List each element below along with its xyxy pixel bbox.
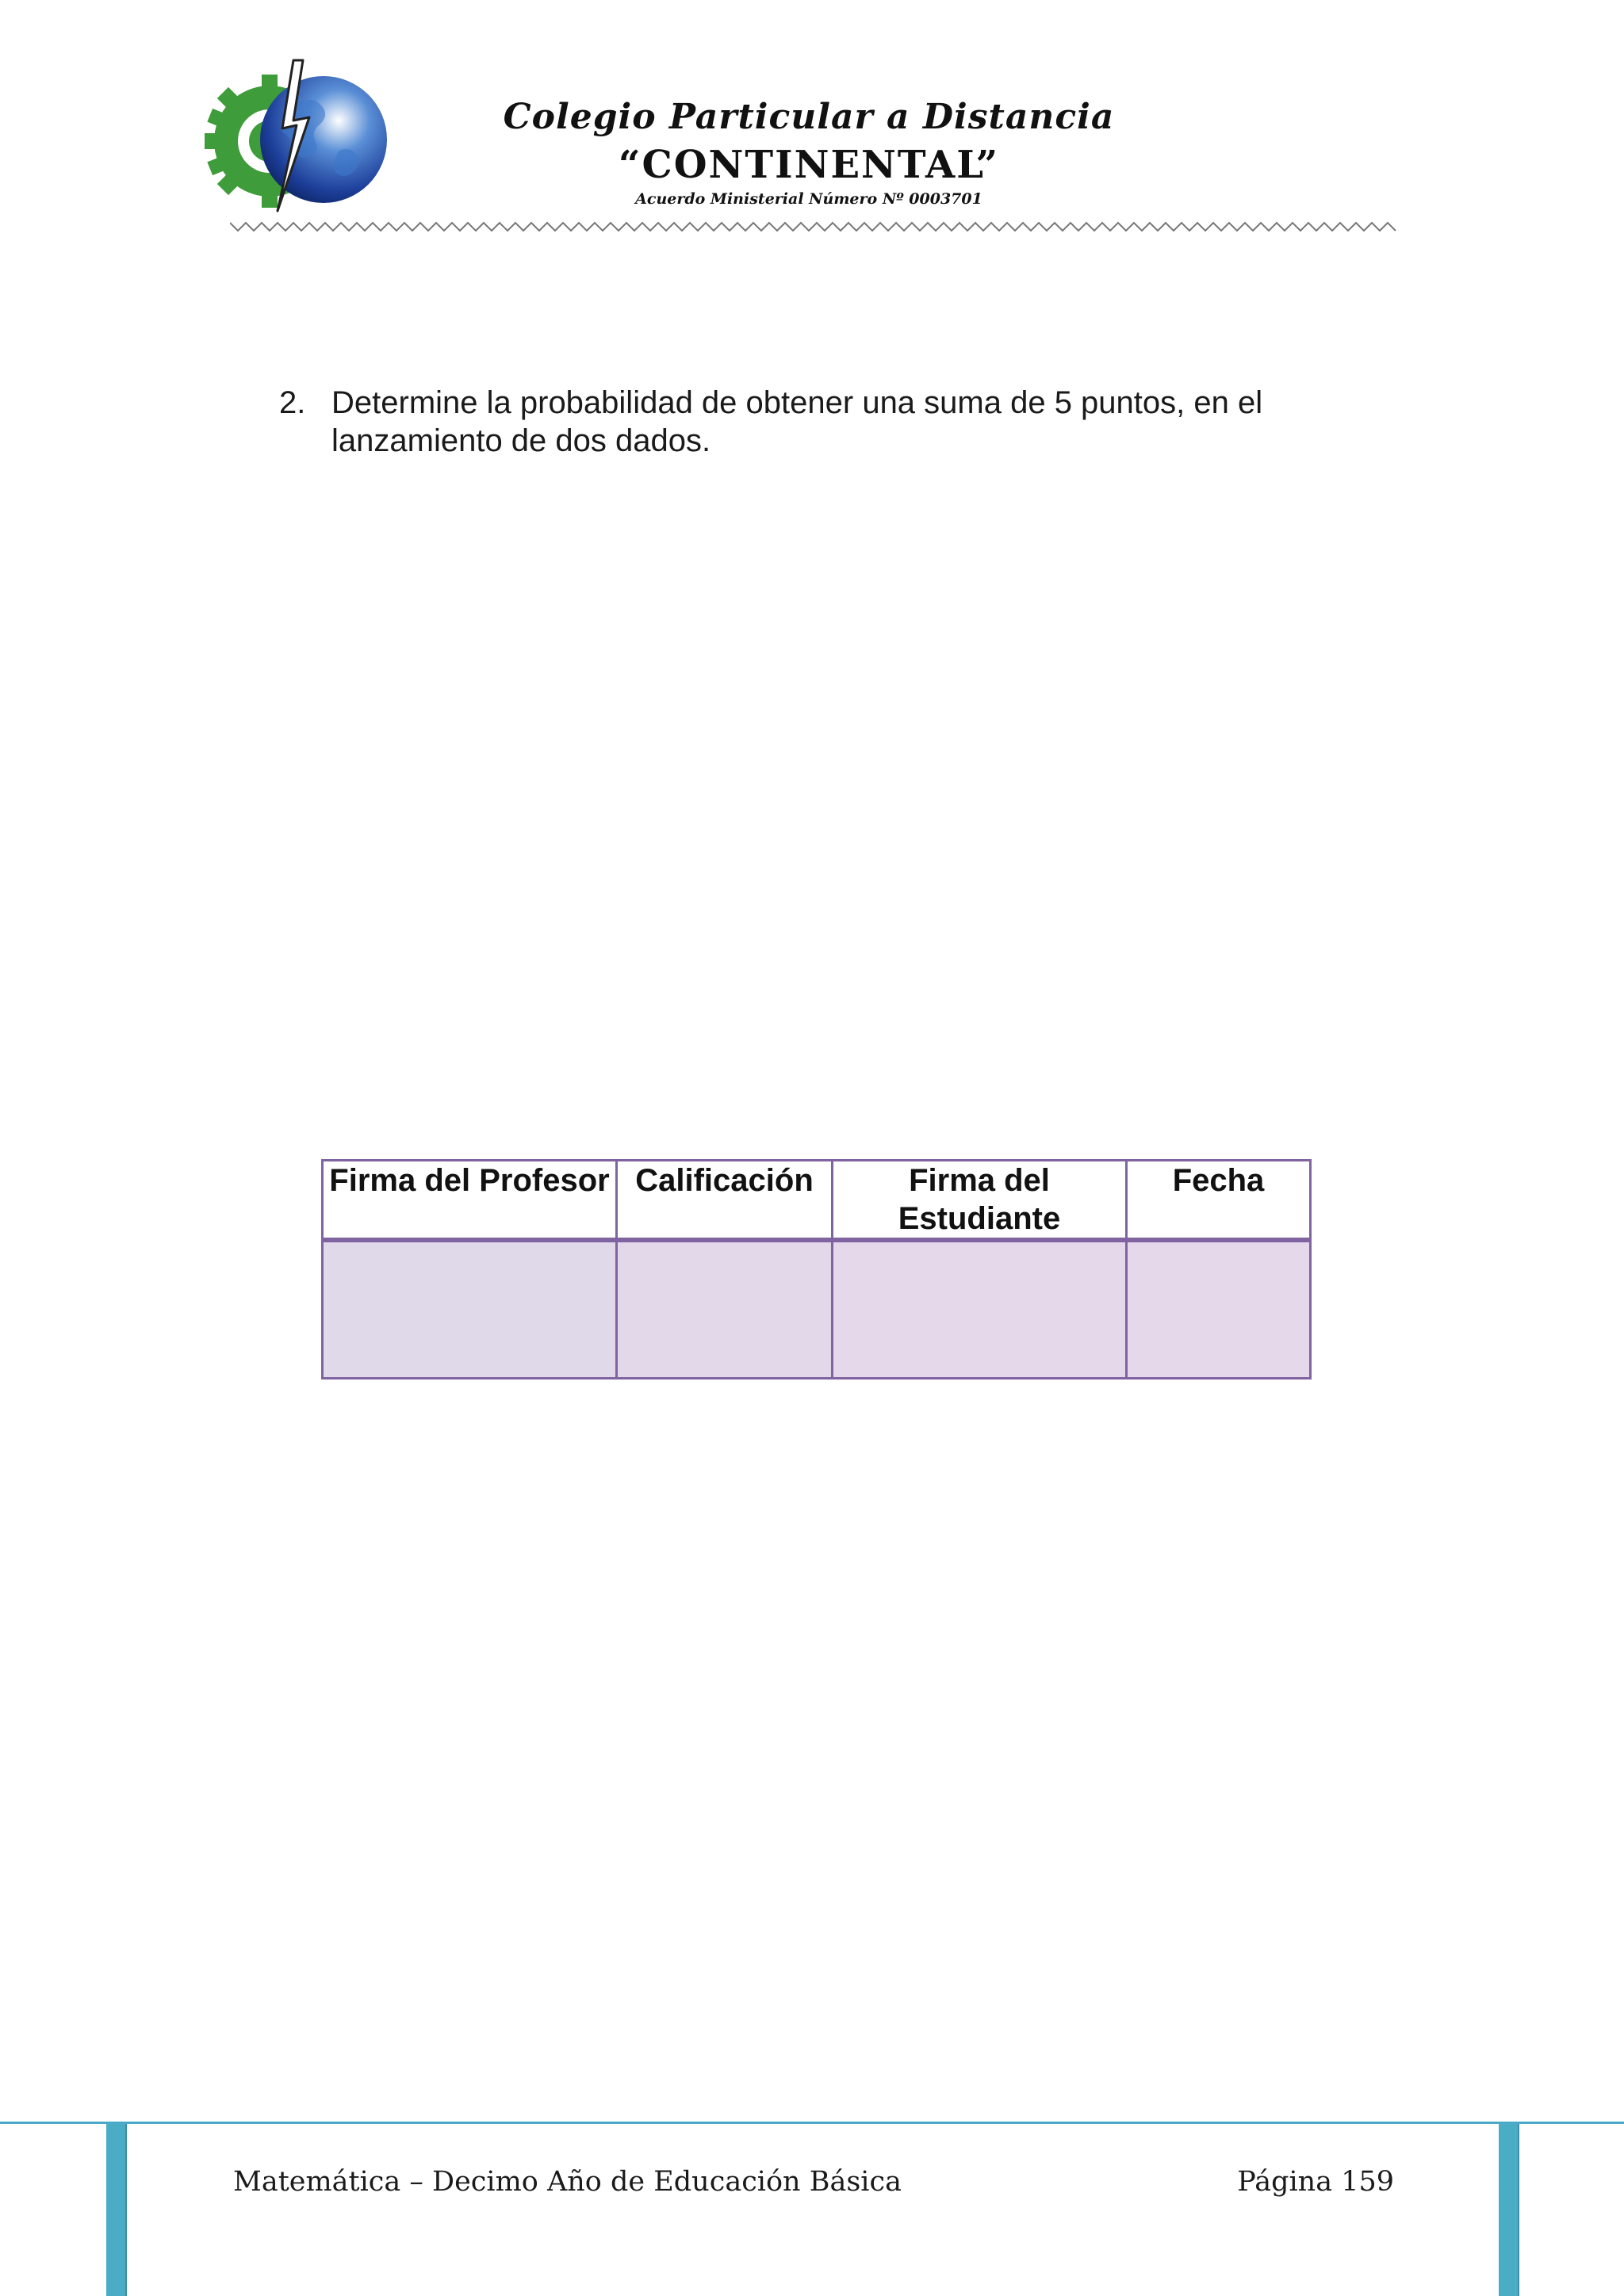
grade-cell[interactable] [617,1240,833,1379]
ministerial-agreement: Acuerdo Ministerial Número Nº 0003701 [635,190,982,208]
header-student-signature: Firma del Estudiante [833,1161,1127,1241]
footer-divider [0,2122,1624,2124]
table-header-row [323,1161,1311,1241]
header-divider [230,220,1400,233]
school-header [444,94,1174,209]
header-teacher-signature: Firma del Profesor [323,1161,617,1241]
footer-left-bar [106,2124,127,2296]
footer-subject: Matemática – Decimo Año de Educación Básica [233,2166,902,2198]
school-name: Colegio Particular a Distancia [503,97,1115,137]
student-signature-cell[interactable] [833,1240,1127,1379]
school-logo-icon [205,55,392,222]
question-item [279,384,1310,460]
question-number: 2. [279,385,306,420]
question-text: Determine la probabilidad de obtener una suma de 5 puntos, en el lanzamiento de dos dados. [331,385,1263,458]
header-date: Fecha [1127,1161,1311,1241]
header-grade: Calificación [617,1161,833,1241]
teacher-signature-cell[interactable] [323,1240,617,1379]
signature-table [321,1159,1312,1380]
table-row [323,1240,1311,1379]
school-brand: “CONTINENTAL” [618,143,1000,187]
date-cell[interactable] [1127,1240,1311,1379]
page-number: Página 159 [1237,2166,1394,2198]
footer-right-bar [1499,2124,1519,2296]
